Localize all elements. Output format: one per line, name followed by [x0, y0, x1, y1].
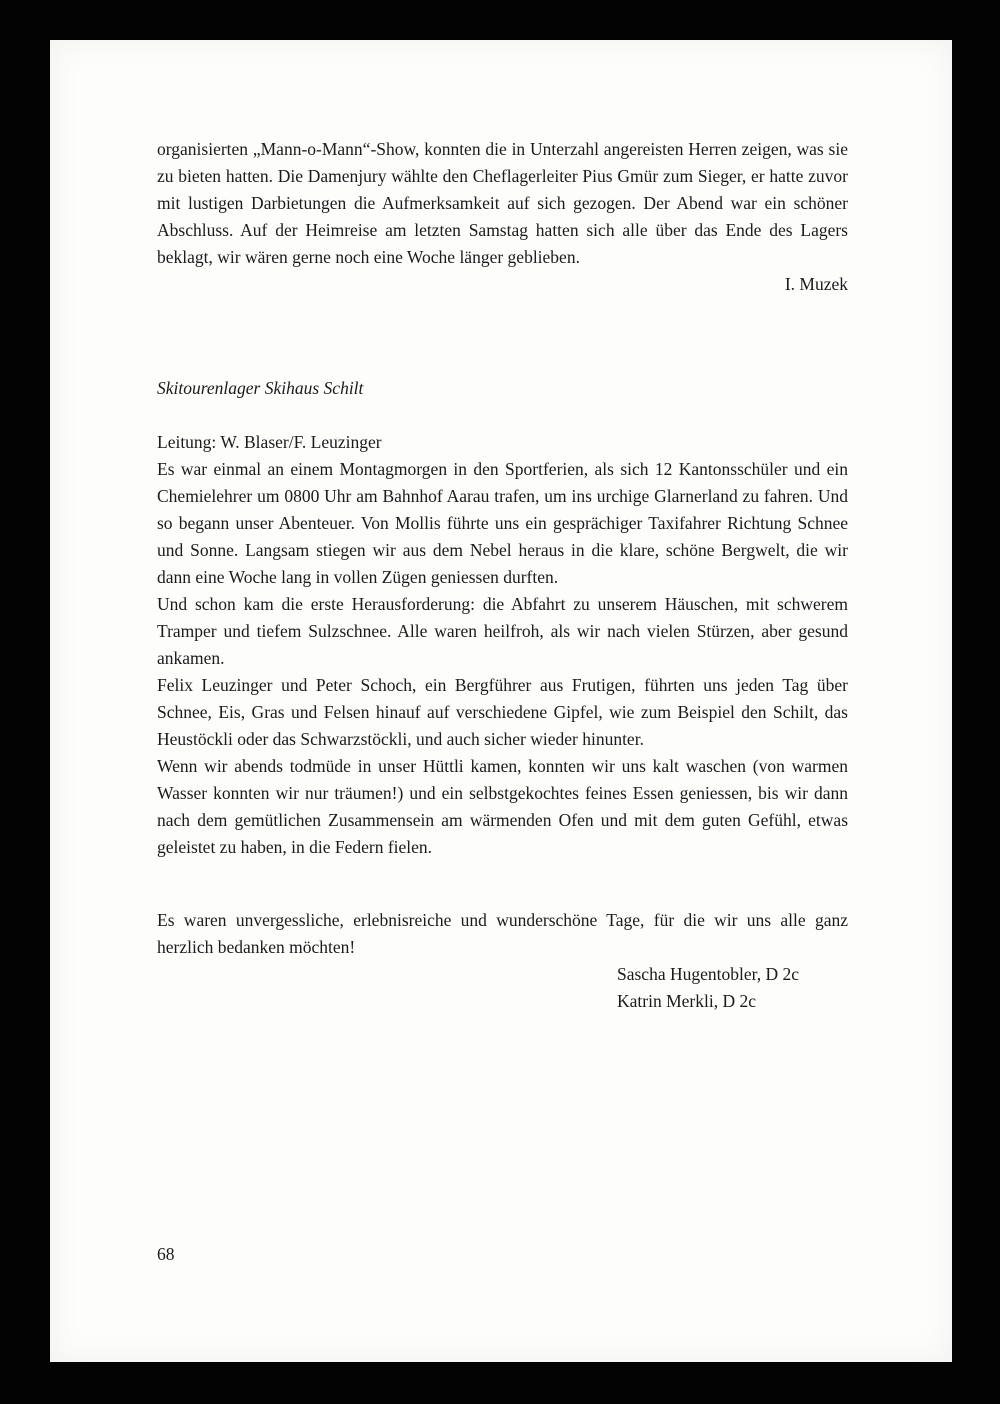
body-paragraph-3: Felix Leuzinger und Peter Schoch, ein Bergführer aus Frutigen, führten uns jeden Tag über Schnee, Eis, Gras und Felsen hinauf auf verschiedene Gipfel, wie zum Beispiel den Schilt, das Heustöckli oder das Schwarzstöckli, und auch sicher wieder hinunter. — [157, 675, 848, 749]
body-paragraph-1: Es war einmal an einem Montagmorgen in den Sportferien, als sich 12 Kantonsschüler und ein Chemielehrer um 0800 Uhr am Bahnhof Aarau trafen, um ins urchige Glarnerland zu fahren. Und so begann unser Abenteuer. Von Mollis führte uns ein gesprächiger Taxifahrer Richtung Schnee und Sonne. Langsam stiegen wir aus dem Nebel heraus in die klare, schöne Bergwelt, die wir dann eine Woche lang in vollen Zügen geniessen durften. — [157, 459, 848, 587]
closing-paragraph: Es waren unvergessliche, erlebnisreiche und wunderschöne Tage, für die wir uns alle ganz herzlich bedanken möchten! — [157, 910, 848, 957]
intro-paragraph: organisierten „Mann-o-Mann“-Show, konnten die in Unterzahl angereisten Herren zeigen, was sie zu bieten hatten. Die Damenjury wählte den Cheflagerleiter Pius Gmür zum Sieger, er hatte zuvor mit lustigen Darbietungen die Aufmerksamkeit auf sich gezogen. Der Abend war ein schöner Abschluss. Auf der Heimreise am letzten Samstag hatten sich alle über das Ende des Lagers beklagt, wir wären gerne noch eine Woche länger geblieben. — [157, 139, 848, 267]
page-number: 68 — [157, 1244, 175, 1264]
signature-line-2: Katrin Merkli, D 2c — [617, 991, 756, 1011]
intro-signature: I. Muzek — [784, 274, 848, 294]
document-page — [50, 40, 952, 1362]
leader-line: Leitung: W. Blaser/F. Leuzinger — [157, 432, 382, 452]
signature-block — [617, 961, 848, 1015]
section-title: Skitourenlager Skihaus Schilt — [157, 378, 364, 398]
body-paragraph-2: Und schon kam die erste Herausforderung: die Abfahrt zu unserem Häuschen, mit schwerem Tramper und tiefem Sulzschnee. Alle waren heilfroh, als wir nach vielen Stürzen, aber gesund ankamen. — [157, 594, 848, 668]
body-paragraph-4: Wenn wir abends todmüde in unser Hüttli kamen, konnten wir uns kalt waschen (von warmen Wasser konnten wir nur träumen!) und ein selbstgekochtes feines Essen geniessen, bis wir dann nach dem gemütlichen Zusammensein am wärmenden Ofen und mit dem guten Gefühl, etwas geleistet zu haben, in die Federn fielen. — [157, 756, 848, 857]
signature-line-1: Sascha Hugentobler, D 2c — [617, 964, 800, 984]
page-content — [157, 136, 848, 1015]
